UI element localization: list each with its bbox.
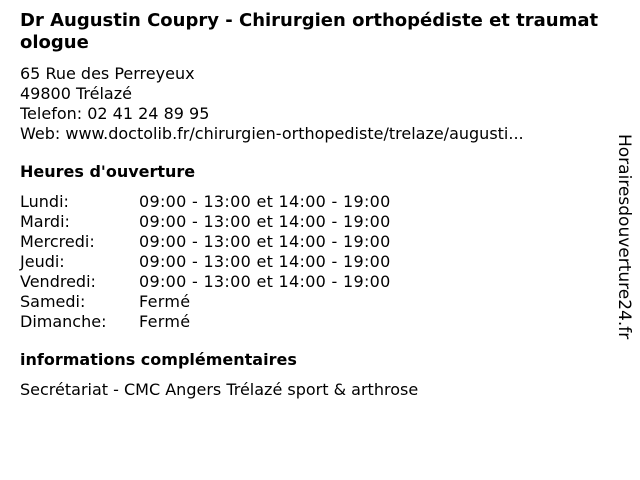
additional-info-heading: informations complémentaires [20, 350, 297, 369]
hours-day: Vendredi: [20, 272, 96, 291]
hours-value: 09:00 - 13:00 et 14:00 - 19:00 [139, 212, 391, 231]
hours-value: 09:00 - 13:00 et 14:00 - 19:00 [139, 272, 391, 291]
hours-day: Jeudi: [20, 252, 65, 271]
opening-hours-heading: Heures d'ouverture [20, 162, 196, 181]
hours-day: Lundi: [20, 192, 69, 211]
hours-value: Fermé [139, 312, 191, 331]
page-title: Dr Augustin Coupry - Chirurgien orthopédiste et traumatologue [20, 10, 599, 53]
hours-day: Mercredi: [20, 232, 95, 251]
hours-row-mardi [20, 212, 600, 232]
hours-value: 09:00 - 13:00 et 14:00 - 19:00 [139, 232, 391, 251]
additional-info-text: Secrétariat - CMC Angers Trélazé sport & arthrose [20, 380, 419, 399]
listing-card [20, 10, 600, 400]
hours-value: 09:00 - 13:00 et 14:00 - 19:00 [139, 192, 391, 211]
site-watermark: Horairesdouverture24.fr [614, 134, 634, 340]
address-city: 49800 Trélazé [20, 84, 132, 103]
opening-hours-table [20, 192, 600, 332]
hours-value: Fermé [139, 292, 191, 311]
hours-value: 09:00 - 13:00 et 14:00 - 19:00 [139, 252, 391, 271]
phone-number: Telefon: 02 41 24 89 95 [20, 104, 210, 123]
hours-day: Mardi: [20, 212, 70, 231]
website-link[interactable]: Web: www.doctolib.fr/chirurgien-orthopediste/trelaze/augusti... [20, 124, 524, 143]
hours-row-dimanche [20, 312, 600, 332]
hours-row-lundi [20, 192, 600, 212]
hours-row-samedi [20, 292, 600, 312]
hours-day: Samedi: [20, 292, 86, 311]
address-street: 65 Rue des Perreyeux [20, 64, 195, 83]
hours-row-vendredi [20, 272, 600, 292]
hours-row-jeudi [20, 252, 600, 272]
hours-day: Dimanche: [20, 312, 107, 331]
contact-block [20, 64, 600, 144]
hours-row-mercredi [20, 232, 600, 252]
